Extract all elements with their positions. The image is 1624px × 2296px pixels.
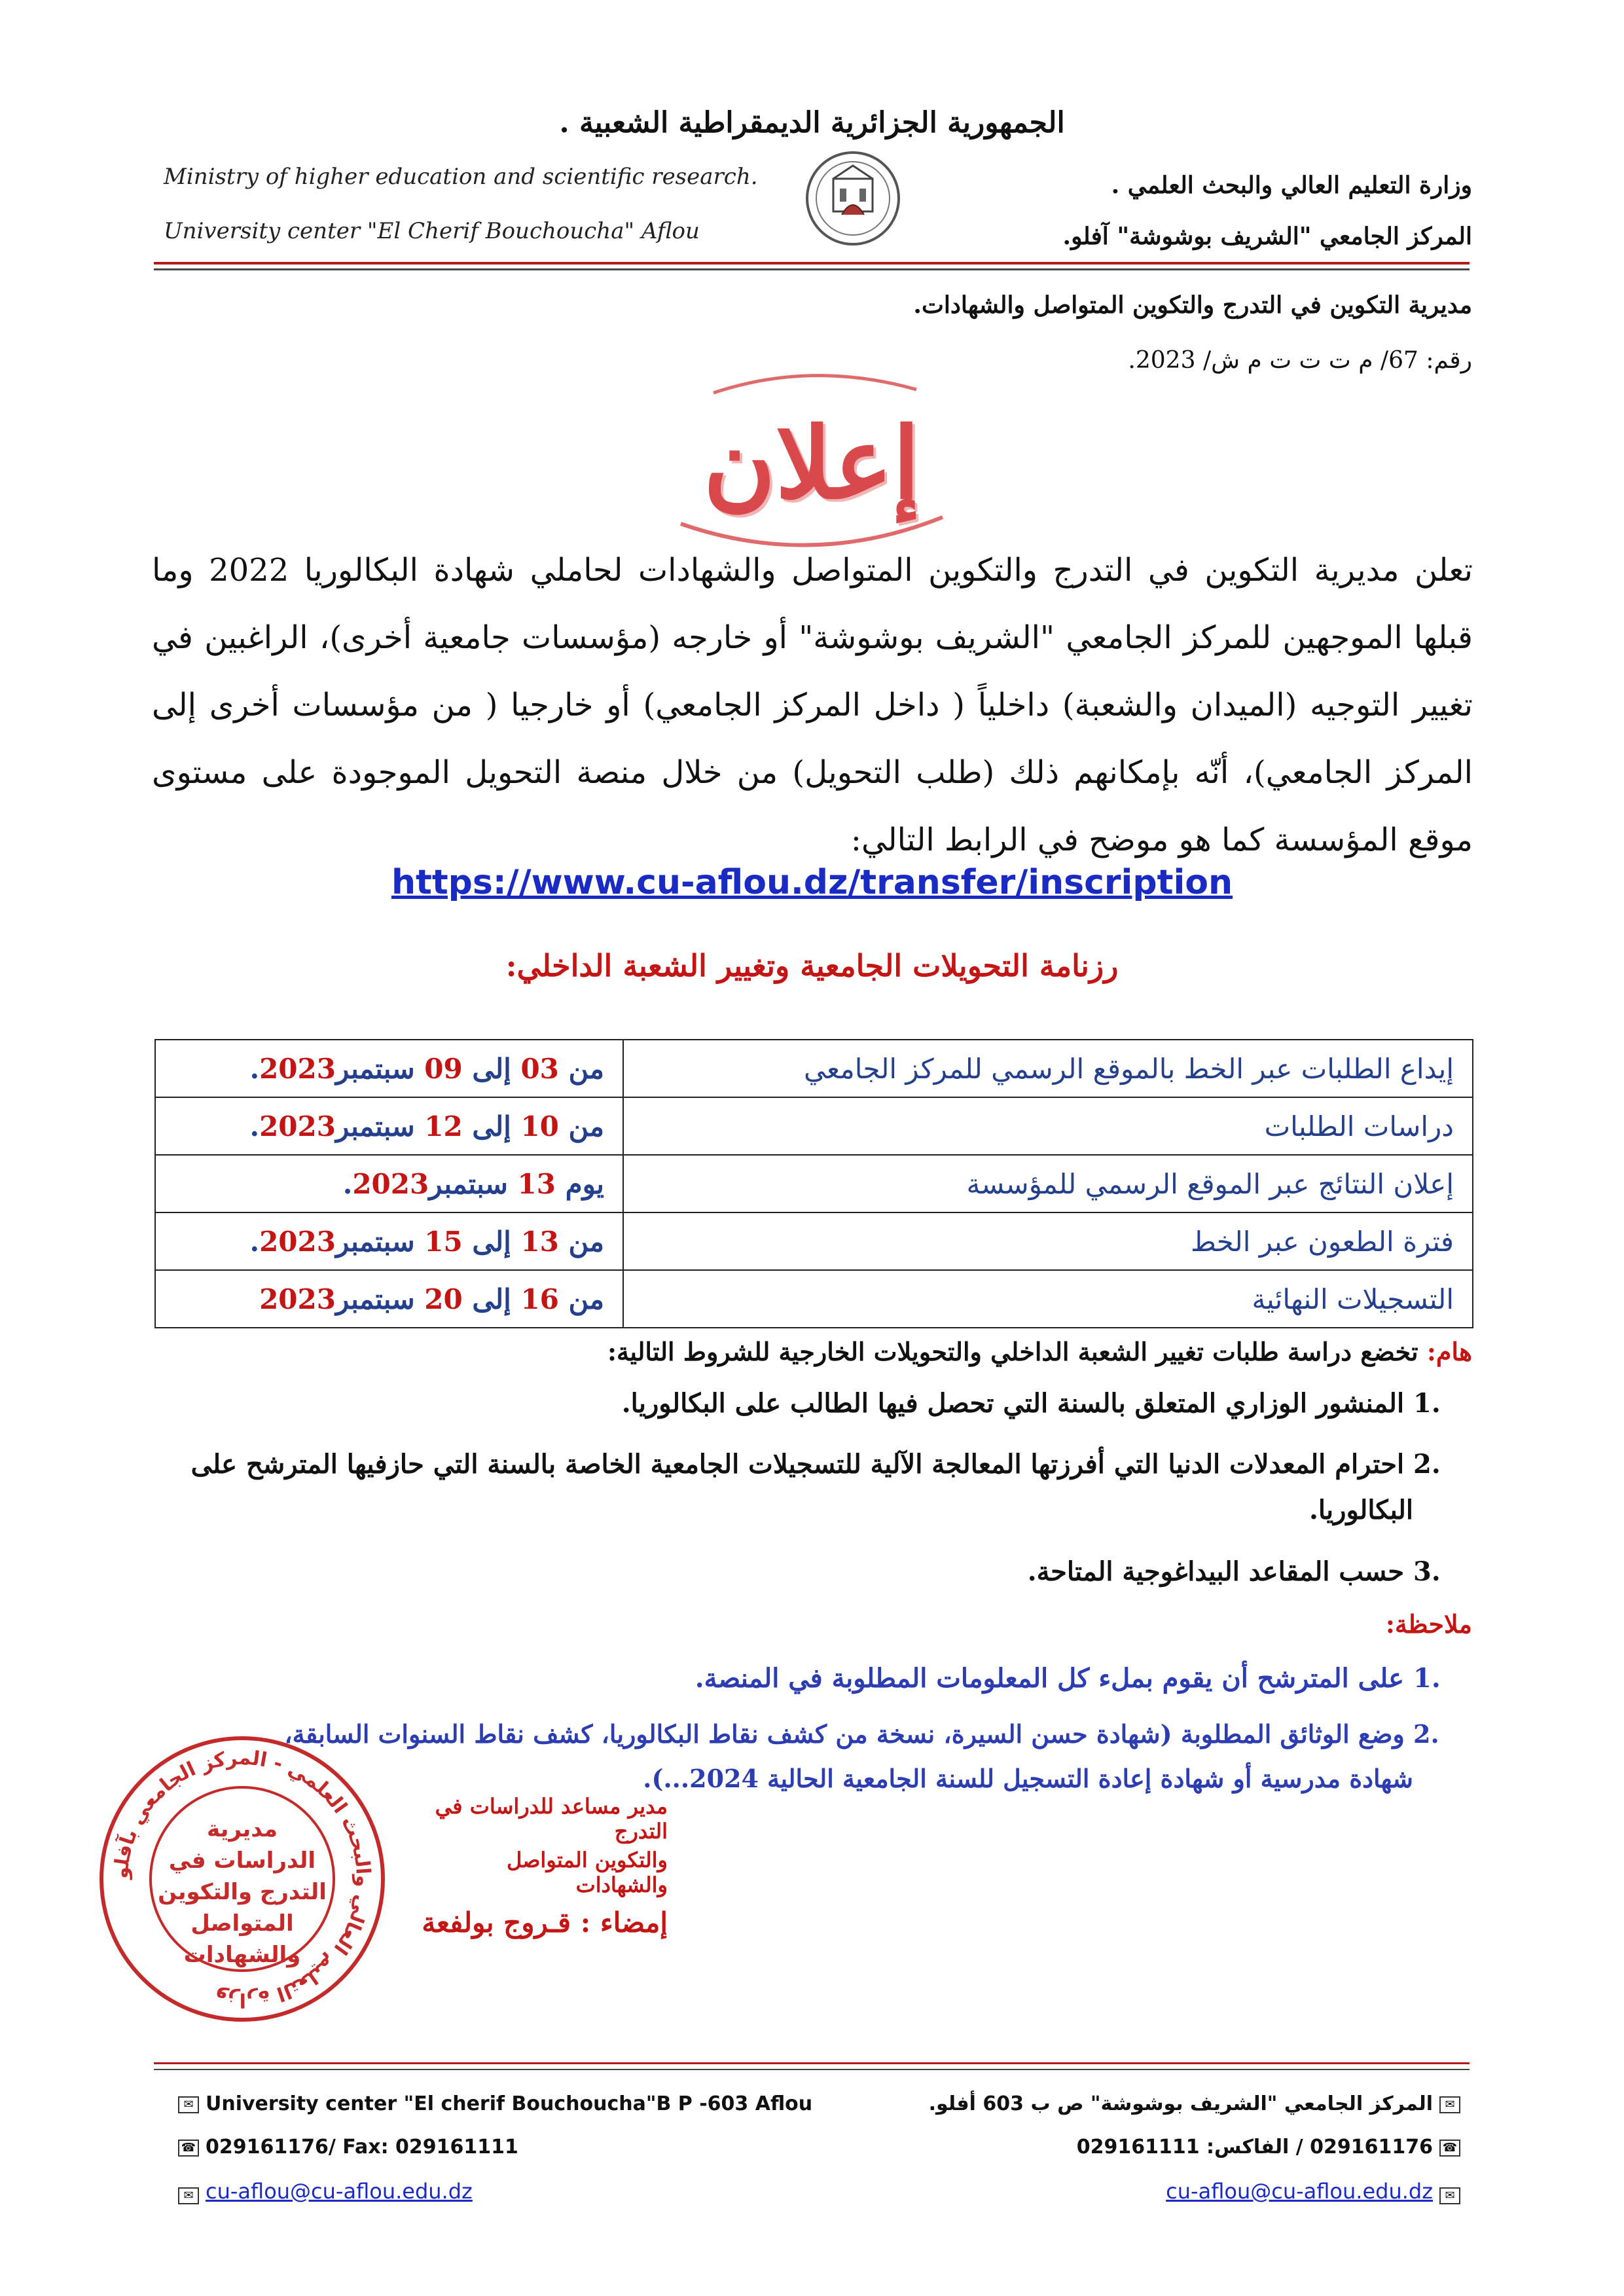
footer-email-en [171,2179,473,2204]
schedule-date-sep: إلى [472,1283,511,1315]
footer-email-ar [1166,2179,1467,2204]
schedule-date-sep: إلى [472,1052,511,1085]
schedule-event: دراسات الطلبات [623,1097,1473,1155]
schedule-row [155,1155,1473,1212]
schedule-date-month: سبتمبر [335,1225,415,1258]
important-heading [607,1337,1472,1366]
schedule-event: فترة الطعون عبر الخط [623,1212,1473,1270]
header-rule-top [154,262,1470,264]
notes-label: ملاحظة: [1385,1609,1472,1639]
schedule-date-sep: إلى [472,1110,511,1142]
note-item-2 [284,1709,1472,1760]
schedule-date [155,1212,623,1270]
important-item-2 [191,1439,1472,1490]
schedule-date-d1: 13 [517,1167,556,1200]
header-rule-bottom [154,268,1470,270]
calendar-title: رزنامة التحويلات الجامعية وتغيير الشعبة الداخلي: [505,948,1119,983]
schedule-date-from: من [568,1052,604,1085]
footer-phone-ar-text: 029161176 / الفاكس: 029161111 [1076,2136,1433,2159]
schedule-date-month: سبتمبر [335,1110,415,1142]
official-stamp [92,1728,393,2030]
schedule-date-d2: 20 [424,1283,463,1315]
signature-name: قـروج بولفعة [422,1906,571,1939]
note-item-1 [695,1653,1472,1704]
signature-title-1: مدير مساعد للدراسات في التدرج [435,1794,668,1844]
schedule-date-year: 2023 [259,1110,336,1142]
schedule-date-sep: إلى [472,1225,511,1258]
note-item-2-text: وضع الوثائق المطلوبة (شهادة حسن السيرة، نسخة من كشف نقاط البكالوريا، كشف نقاط السنوات السابقة، [284,1719,1405,1749]
schedule-date-end: . [249,1110,260,1142]
schedule-date-year: 2023 [259,1283,336,1315]
schedule-date-d1: 03 [520,1052,559,1085]
important-item-2-number: 2. [1413,1449,1441,1480]
schedule-date-month: سبتمبر [335,1052,415,1085]
mailbox-icon: ✉ [1439,2096,1460,2113]
note-item-2-cont: شهادة مدرسية أو شهادة إعادة التسجيل للسنة الجامعية الحالية 2024...). [643,1764,1413,1793]
schedule-date-d2: 15 [424,1225,463,1258]
schedule-date [155,1097,623,1155]
schedule-date-year: 2023 [259,1052,336,1085]
schedule-date-end: . [249,1225,260,1258]
header-ministry-ar: وزارة التعليم العالي والبحث العلمي . [1111,172,1472,199]
intro-paragraph: تعلن مديرية التكوين في التدرج والتكوين المتواصل والشهادات لحاملي شهادة البكالوريا 2022 وما قبلها الموجهين للمركز الجامعي "الشريف بوشوشة" أو خارجه (مؤسسات جامعية أخرى)، الراغبين في تغيير التوجيه (الميدان والشعبة) داخلياً ( داخل المركز الجامعي) أو خارجيا ( من مؤسسات أخرى إلى المركز الجامعي)، أنّه بإمكانهم ذلك (طلب التحويل) من خلال منصة التحويل الموجودة على مستوى موقع المؤسسة كما هو موضح في الرابط التالي: [152,552,1473,858]
schedule-date-from: من [568,1283,604,1315]
important-item-1-text: المنشور الوزاري المتعلق بالسنة التي تحصل فيها الطالب على البكالوريا. [621,1388,1405,1419]
header-university-ar: المركز الجامعي "الشريف بوشوشة" آفلو. [1062,223,1472,250]
header-university-en: University center "El Cherif Bouchoucha" Aflou [164,218,700,244]
note-item-1-text: على المترشح أن يقوم بملء كل المعلومات المطلوبة في المنصة. [695,1663,1405,1694]
schedule-date-from: من [568,1110,604,1142]
schedule-date-month: سبتمبر [335,1283,415,1315]
schedule-date-from: يوم [565,1167,604,1200]
signature-line [419,1906,668,1939]
university-logo [804,143,902,254]
note-item-1-number: 1. [1413,1663,1441,1694]
footer-rule-dark [154,2069,1470,2070]
header-country: الجمهورية الجزائرية الديمقراطية الشعبية . [559,106,1065,139]
important-label: هام: [1426,1337,1472,1366]
footer-phone-ar [1077,2136,1467,2159]
footer-email-en-link[interactable]: cu-aflou@cu-aflou.edu.dz [206,2179,473,2204]
schedule-date [155,1155,623,1212]
footer-phone-en [171,2136,518,2159]
schedule-date-year: 2023 [352,1167,429,1200]
schedule-date-from: من [568,1225,604,1258]
transfer-link[interactable]: https://www.cu-aflou.dz/transfer/inscription [391,863,1233,902]
schedule-date-d2: 09 [424,1052,463,1085]
schedule-event: إيداع الطلبات عبر الخط بالموقع الرسمي للمركز الجامعي [623,1040,1473,1097]
schedule-date-d1: 16 [520,1283,559,1315]
schedule-event: إعلان النتائج عبر الموقع الرسمي للمؤسسة [623,1155,1473,1212]
signature-label: إمضاء : [580,1906,668,1939]
footer-rule-red [154,2062,1470,2064]
schedule-row [155,1097,1473,1155]
schedule-row [155,1270,1473,1328]
important-item-1 [622,1378,1472,1429]
important-item-3-text: حسب المقاعد البيداغوجية المتاحة. [1027,1556,1405,1587]
schedule-date-month: سبتمبر [429,1167,508,1200]
footer-address-en [171,2092,812,2115]
schedule-row [155,1212,1473,1270]
footer-address-en-text: University center "El cherif Bouchoucha"B P -603 Aflou [206,2092,813,2115]
schedule-date-end: . [249,1052,260,1085]
footer-address-ar [929,2092,1467,2115]
important-item-2-cont: البكالوريا. [1308,1495,1413,1525]
phone-icon: ☎ [178,2140,199,2157]
important-item-3 [1028,1546,1472,1597]
schedule-date-d1: 13 [520,1225,559,1258]
directorate-line: مديرية التكوين في التدرج والتكوين المتواصل والشهادات. [913,291,1472,319]
signature-title-2: والتكوين المتواصل والشهادات [507,1848,668,1897]
schedule-date [155,1040,623,1097]
schedule-date [155,1270,623,1328]
mailbox-icon: ✉ [178,2096,199,2113]
email-icon: ✉ [1439,2187,1460,2204]
schedule-date-end: . [342,1167,353,1200]
footer-phone-en-text: 029161176/ Fax: 029161111 [206,2136,518,2159]
note-item-2-number: 2. [1413,1719,1439,1749]
schedule-event: التسجيلات النهائية [623,1270,1473,1328]
footer-email-ar-link[interactable]: cu-aflou@cu-aflou.edu.dz [1166,2179,1433,2204]
stamp-ring-text: وزارة التعليم العالي والبحث العلمي - المركز الجامعي بآفلو [109,1746,375,2012]
schedule-row [155,1040,1473,1097]
schedule-date-year: 2023 [259,1225,336,1258]
schedule-date-d1: 10 [520,1110,559,1142]
signature-block [419,1794,668,1939]
schedule-table [154,1039,1473,1328]
announcement-title [655,354,969,550]
footer-address-ar-text: المركز الجامعي "الشريف بوشوشة" ص ب 603 أفلو. [928,2092,1433,2115]
important-text: تخضع دراسة طلبات تغيير الشعبة الداخلي والتحويلات الخارجية للشروط التالية: [607,1337,1418,1366]
header-ministry-en: Ministry of higher education and scientific research. [164,164,758,190]
schedule-date-d2: 12 [424,1110,463,1142]
important-item-2-text: احترام المعدلات الدنيا التي أفرزتها المعالجة الآلية للتسجيلات الجامعية الخاصة بالسنة التي حازفيها المترشح على [190,1449,1405,1480]
phone-icon: ☎ [1439,2140,1460,2157]
stamp-center-text: مديرية الدراسات في التدرج والتكوين المتواصل والشهادات [158,1816,327,1968]
important-item-3-number: 3. [1413,1556,1441,1587]
important-item-1-number: 1. [1413,1388,1441,1419]
email-icon: ✉ [178,2187,199,2204]
reference-number: رقم: 67/ م ت ت ت م ش/ 2023. [1128,347,1472,374]
announcement-title-text: إعلان [703,406,920,521]
